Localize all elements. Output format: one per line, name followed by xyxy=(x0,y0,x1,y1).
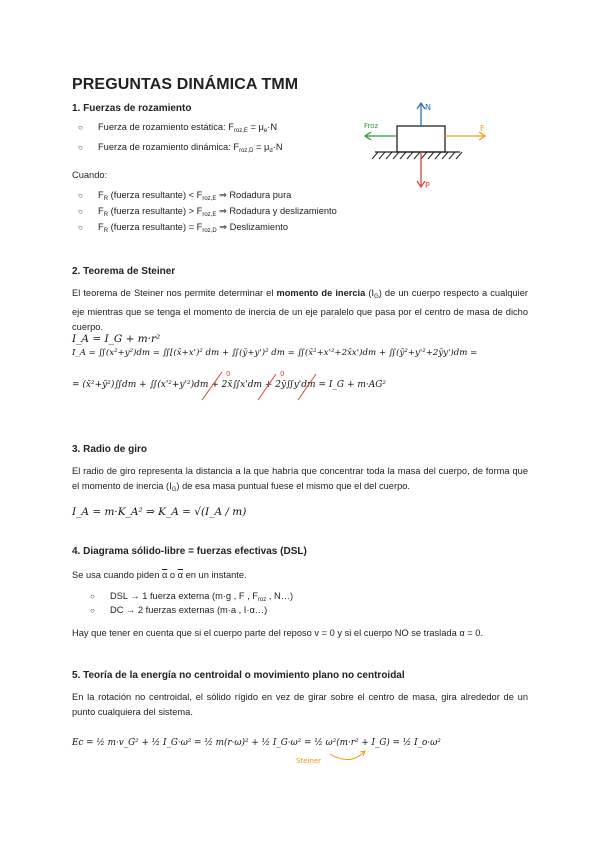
list-item: ○ Fuerza de rozamiento dinámica: $F_{roz,D} = \mu_d\cdot N$ xyxy=(78,142,283,154)
steiner-equation-2: I_A = ∬(x²+y²)dm = ∬[(x̄+x')² dm + ∬(ȳ+y')² dm = ∬(x̄²+x'²+2x̄x')dm + ∬(ȳ²+y'²+2ȳy')dm = xyxy=(72,348,478,358)
svg-text:0: 0 xyxy=(226,370,231,378)
section-2-heading: 2. Teorema de Steiner xyxy=(72,266,176,277)
radio-giro-paragraph: El radio de giro representa la distancia a la que habría que concentrar toda la masa del cuerpo, de forma que el momento de inercia $(I_G)$ de esa masa puntual fuese el mismo que el del cuerpo. xyxy=(72,466,528,493)
list-item: ○ $F_R$ (fuerza resultante) < $F_{roz,E}$ ⇒ Rodadura pura xyxy=(78,190,292,202)
list-item: ○ $F_R$ (fuerza resultante) = $F_{roz,D}$ ⇒ Deslizamiento xyxy=(78,222,289,234)
dsl-note: Hay que tener en cuenta que si el cuerpo parte del reposo v = 0 y si el cuerpo NO se traslada α = 0. xyxy=(72,628,484,638)
list-item: ○ DSL → 1 fuerza externa (m·g , F , $F_{roz}$ , N…) xyxy=(90,591,294,603)
list-item: ○ $F_R$ (fuerza resultante) > $F_{roz,E}$ ⇒ Rodadura y deslizamiento xyxy=(78,206,337,218)
list-item: ○ Fuerza de rozamiento estática: $F_{roz,E} = \mu_e\cdot N$ xyxy=(78,122,278,134)
radio-giro-equation: I_A = m·K_A² ⇒ K_A = √(I_A / m) xyxy=(72,506,247,518)
page-title: PREGUNTAS DINÁMICA TMM xyxy=(72,76,299,93)
free-body-diagram xyxy=(360,98,500,198)
section-1-heading: 1. Fuerzas de rozamiento xyxy=(72,103,192,114)
energy-equation: Ec = ½ m·v_G² + ½ I_G·ω² = ½ m(r·ω)² + ½ I_G·ω² = ½ ω²(m·r² + I_G) = ½ I_o·ω² xyxy=(72,738,441,748)
steiner-annotation xyxy=(290,748,370,770)
steiner-equation-3: = (x̄²+ȳ²)∬dm + ∬(x'²+y'²)dm + 2x̄∬x'dm + 2ȳ∬y'dm = I_G + m·AG² xyxy=(72,380,387,390)
friction-label: Froz xyxy=(364,122,379,130)
force-label: F xyxy=(480,124,485,133)
steiner-paragraph: El teorema de Steiner nos permite determinar el momento de inercia $(I_G)$ de un cuerpo respecto a cualquier eje mientras que se tenga el momento de inercia de un eje paralelo que pasa por el centro de masa de dicho cuerpo. xyxy=(72,288,528,332)
no-centroidal-paragraph: En la rotación no centroidal, el sólido rígido en vez de girar sobre el centro de masa, gira alrededor de un punto cualquiera del sistema. xyxy=(72,692,528,717)
section-4-heading: 4. Diagrama sólido-libre = fuerzas efectivas (DSL) xyxy=(72,546,307,557)
cancel-strokes xyxy=(198,366,358,406)
dsl-usage-line: Se usa cuando piden $\overline{\alpha}$ o $\overline{\alpha}$ en un instante. xyxy=(72,570,247,580)
block-shape xyxy=(397,126,445,152)
section-3-heading: 3. Radio de giro xyxy=(72,444,148,455)
weight-label: P xyxy=(425,181,430,190)
section-5-heading: 5. Teoría de la energía no centroidal o movimiento plano no centroidal xyxy=(72,670,405,681)
normal-label: N xyxy=(425,103,431,112)
svg-text:0: 0 xyxy=(280,370,285,378)
ground-hatch xyxy=(372,152,462,159)
steiner-equation-1: I_A = I_G + m·r² xyxy=(72,333,161,345)
cuando-label: Cuando: xyxy=(72,170,108,180)
list-item: ○ DC → 2 fuerzas externas (m·a , I·α…) xyxy=(90,605,268,615)
steiner-note: Steiner xyxy=(296,757,322,765)
